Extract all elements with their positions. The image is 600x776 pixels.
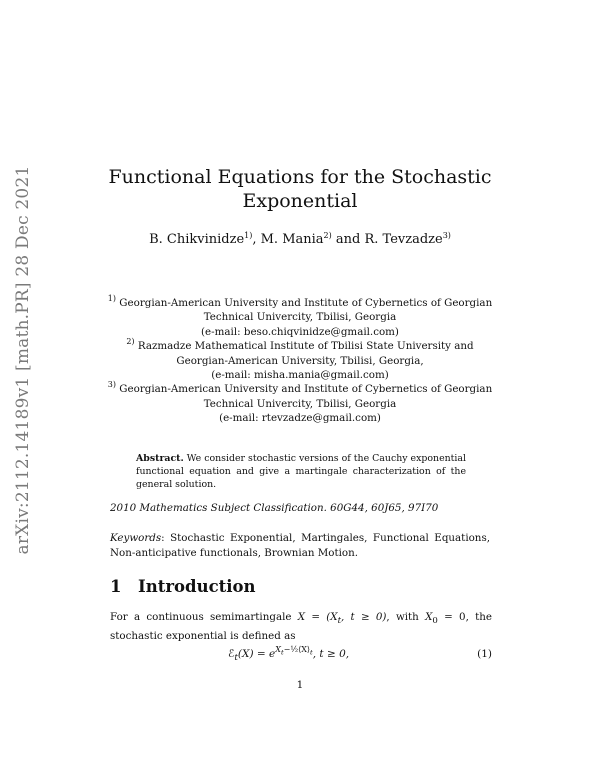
arxiv-identifier-stamp xyxy=(6,165,40,555)
affiliations-block xyxy=(100,296,500,426)
equation-body xyxy=(228,645,350,664)
affiliation-line: Razmadze Mathematical Institute of Tbilisi State University and xyxy=(137,340,474,353)
keywords-label: Keywords xyxy=(110,532,162,544)
affiliation-email: (e-mail: beso.chiqvinidze@gmail.com) xyxy=(201,325,399,338)
author-name: M. Mania xyxy=(260,232,324,247)
author-name: B. Chikvinidze xyxy=(149,232,245,247)
equation-1 xyxy=(110,646,492,666)
keywords xyxy=(110,531,490,560)
affiliation-mark: 2) xyxy=(126,337,135,347)
affiliation-line: Georgian-American University and Institute of Cybernetics of Georgian xyxy=(119,297,493,309)
inline-math-sub: t xyxy=(337,616,342,627)
title-line-2: Exponential xyxy=(242,190,358,212)
inline-math: X xyxy=(425,611,433,623)
intro-text: , with xyxy=(386,611,426,623)
equation-tail: , t ≥ 0, xyxy=(312,648,350,660)
affiliation-3 xyxy=(100,382,500,425)
affiliation-line: Georgian-American University, Tbilisi, Georgia, xyxy=(176,354,424,367)
abstract-text: We consider stochastic versions of the Cauchy exponential functional equation and give a martingale characterization of the general solution. xyxy=(136,453,467,490)
inline-math-sub: 0 xyxy=(432,616,438,627)
affiliation-email: (e-mail: misha.mania@gmail.com) xyxy=(211,369,389,382)
equation-lhs-sub: t xyxy=(234,653,238,664)
author-name: R. Tevzadze xyxy=(364,232,443,247)
affiliation-1 xyxy=(100,296,500,339)
affiliation-2 xyxy=(100,339,500,382)
affiliation-line: Georgian-American University and Institute of Cybernetics of Georgian xyxy=(119,383,493,396)
inline-math: , t ≥ 0) xyxy=(341,611,387,623)
page-number: 1 xyxy=(296,679,304,691)
section-title: Introduction xyxy=(138,577,256,596)
affiliation-mark: 1) xyxy=(107,294,117,303)
author-mark: 1) xyxy=(244,231,253,240)
equation-lhs: ℰ xyxy=(228,648,235,660)
affiliation-line: Technical Univercity, Tbilisi, Georgia xyxy=(203,311,397,324)
title-line-1: Functional Equations for the Stochastic xyxy=(108,166,492,188)
author-separator: and xyxy=(331,232,365,247)
intro-text: , the stochastic exponential is defined as xyxy=(110,611,492,642)
equation-number: (1) xyxy=(477,648,492,660)
equation-lhs-rest: (X) = e xyxy=(237,648,276,660)
author-separator: , xyxy=(252,232,261,247)
inline-math: = 0 xyxy=(437,611,466,623)
msc-classification: 2010 Mathematics Subject Classification. 60G44, 60J65, 97I70 xyxy=(110,502,439,514)
arxiv-identifier-text: arXiv:2112.14189v1 [math.PR] 28 Dec 2021 xyxy=(13,165,33,555)
keywords-text: : Stochastic Exponential, Martingales, Functional Equations, Non-anticipative functionals, Brownian Motion. xyxy=(110,532,490,559)
author-list xyxy=(100,232,500,247)
affiliation-line: Technical Univercity, Tbilisi, Georgia xyxy=(203,397,397,410)
section-number: 1 xyxy=(110,577,122,596)
intro-paragraph xyxy=(110,610,492,643)
intro-text: For a continuous semimartingale xyxy=(110,611,298,623)
abstract xyxy=(136,452,466,491)
author-mark: 3) xyxy=(442,231,451,240)
section-heading xyxy=(110,577,256,596)
equation-exponent: Xt−½⟨X⟩t xyxy=(275,645,313,657)
abstract-label: Abstract. xyxy=(136,453,184,464)
paper-title xyxy=(100,165,500,213)
affiliation-mark: 3) xyxy=(107,380,117,390)
author-mark: 2) xyxy=(323,231,332,240)
affiliation-email: (e-mail: rtevzadze@gmail.com) xyxy=(219,412,381,425)
inline-math: X = (X xyxy=(297,611,338,623)
